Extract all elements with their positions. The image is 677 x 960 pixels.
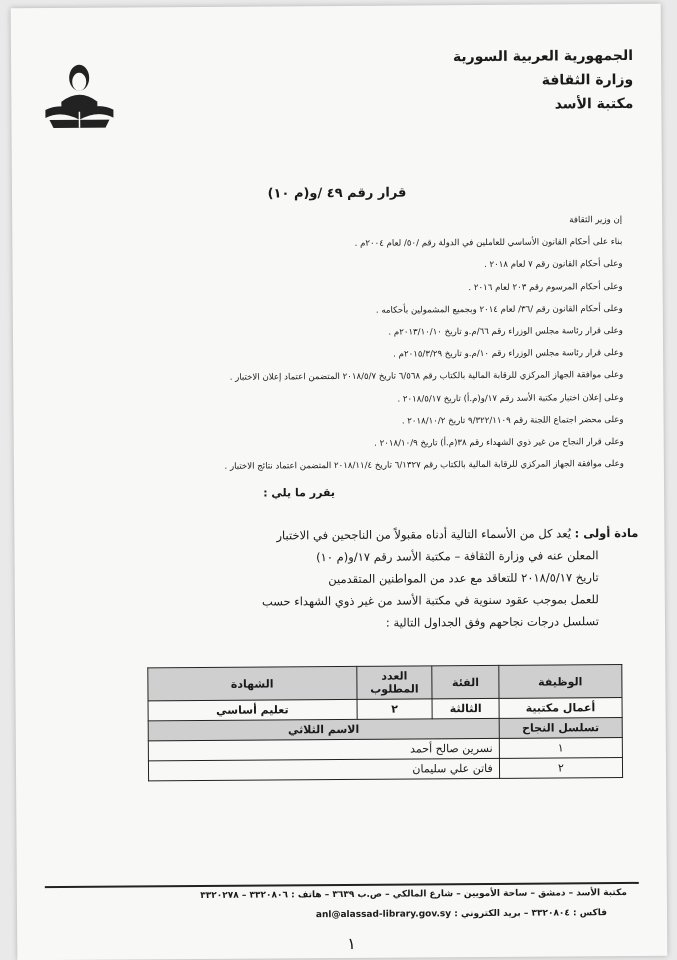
preamble-line: وعلى أحكام القانون رقم /٣٦/ لعام ٢٠١٤ وبجميع المشمولين بأحكامه . bbox=[375, 303, 623, 316]
results-table bbox=[147, 664, 623, 781]
header-certificate: الشهادة bbox=[148, 666, 357, 700]
article-one-line: للعمل بموجب عقود سنوية في مكتبة الأسد من غير ذوي الشهداء حسب bbox=[261, 592, 599, 609]
header-count: العدد المطلوب bbox=[356, 666, 432, 700]
preamble-line: إن وزير الثقافة bbox=[569, 215, 623, 226]
cell-name: فاتن علي سليمان bbox=[148, 758, 499, 780]
preamble-line: وعلى أحكام المرسوم رقم ٢٠٣ لعام ٢٠١٦ . bbox=[468, 281, 623, 293]
decides-heading: يقرر ما يلي : bbox=[263, 486, 336, 500]
footer-contact: فاكس : ٣٣٢٠٨٠٤ – بريد الكتروني : anl@alassad-library.gov.sy bbox=[315, 908, 608, 921]
letterhead bbox=[453, 44, 634, 117]
cell-name: نسرين صالح أحمد bbox=[148, 738, 499, 760]
preamble-line: وعلى أحكام القانون رقم ٧ لعام ٢٠١٨ . bbox=[484, 259, 623, 271]
preamble-line: وعلى قرار رئاسة مجلس الوزراء رقم ٦٦/م.و تاريخ ٢٠١٣/١٠/١٠م . bbox=[388, 326, 623, 338]
cell-category: الثالثة bbox=[432, 698, 498, 718]
page-number: ١ bbox=[347, 933, 356, 953]
article-one-line: تاريخ ٢٠١٨/٥/١٧ للتعاقد مع عدد من المواطنين المتقدمين bbox=[328, 570, 599, 587]
letterhead-ministry: وزارة الثقافة bbox=[541, 71, 634, 89]
cell-rank: ٢ bbox=[499, 758, 622, 779]
letterhead-library: مكتبة الأسد bbox=[554, 95, 634, 113]
article-one-lead: مادة أولى : bbox=[574, 525, 639, 541]
cell-job: أعمال مكتبية bbox=[499, 698, 622, 719]
footer-divider bbox=[45, 882, 639, 888]
cell-certificate: تعليم أساسي bbox=[148, 699, 357, 720]
cell-rank: ١ bbox=[499, 738, 622, 759]
article-one bbox=[48, 522, 639, 636]
preamble-line: وعلى موافقة الجهاز المركزي للرقابة المالية بالكتاب رقم ٦/١٣٢٧ تاريخ ٢٠١٨/١١/٤ المتضمن اعتماد نتائج الاختبار . bbox=[224, 459, 624, 473]
header-rank: تسلسل النجاح bbox=[499, 718, 622, 739]
preamble bbox=[62, 209, 624, 479]
document-page bbox=[11, 4, 668, 960]
header-job: الوظيفة bbox=[499, 665, 622, 699]
preamble-line: وعلى محضر اجتماع اللجنة رقم ٩/٣٢٢/١١٠٩ تاريخ ٢٠١٨/١٠/٢ . bbox=[401, 414, 624, 427]
preamble-line: وعلى قرار النجاح من غير ذوي الشهداء رقم ٣٨(م.أ) تاريخ ٢٠١٨/١٠/٩ . bbox=[374, 437, 624, 449]
decision-title: قرار رقم ٤٩ /و(م ١٠) bbox=[267, 185, 407, 202]
article-one-line: يُعد كل من الأسماء التالية أدناه مقبولاً من الناجحين في الاختبار bbox=[276, 526, 571, 543]
preamble-line: بناء على أحكام القانون الأساسي للعاملين في الدولة رقم /٥٠/ لعام ٢٠٠٤م . bbox=[354, 237, 623, 250]
letterhead-country: الجمهورية العربية السورية bbox=[452, 47, 634, 66]
table-row bbox=[148, 758, 622, 781]
table-header-row bbox=[148, 665, 622, 701]
article-one-line: تسلسل درجات نجاحهم وفق الجداول التالية : bbox=[385, 614, 600, 630]
footer-address: مكتبة الأسد – دمشق – ساحة الأمويين – شارع المالكي – ص.ب ٣٦٣٩ – هاتف : ٣٣٢٠٨٠٦ – ٣٣٢٠٢٧٨ bbox=[200, 888, 627, 901]
preamble-line: وعلى قرار رئاسة مجلس الوزراء رقم ١٠/م.و تاريخ ٢٠١٥/٣/٢٩م . bbox=[393, 348, 624, 360]
preamble-line: وعلى موافقة الجهاز المركزي للرقابة المالية بالكتاب رقم ٦/٥٦٨ تاريخ ٢٠١٨/٥/٧ المتضمن اعتماد إعلان الاختبار . bbox=[229, 370, 624, 384]
article-one-line: المعلن عنه في وزارة الثقافة – مكتبة الأسد رقم ١٧/و(م ١٠) bbox=[316, 548, 599, 565]
preamble-line: وعلى إعلان اختبار مكتبة الأسد رقم ١٧/و(م.أ) تاريخ ٢٠١٨/٥/١٧ . bbox=[397, 392, 624, 405]
header-name: الاسم الثلاثي bbox=[148, 718, 499, 740]
cell-count: ٢ bbox=[357, 699, 433, 720]
header-category: الفئة bbox=[432, 665, 499, 698]
portrait-emblem-icon bbox=[39, 58, 120, 139]
